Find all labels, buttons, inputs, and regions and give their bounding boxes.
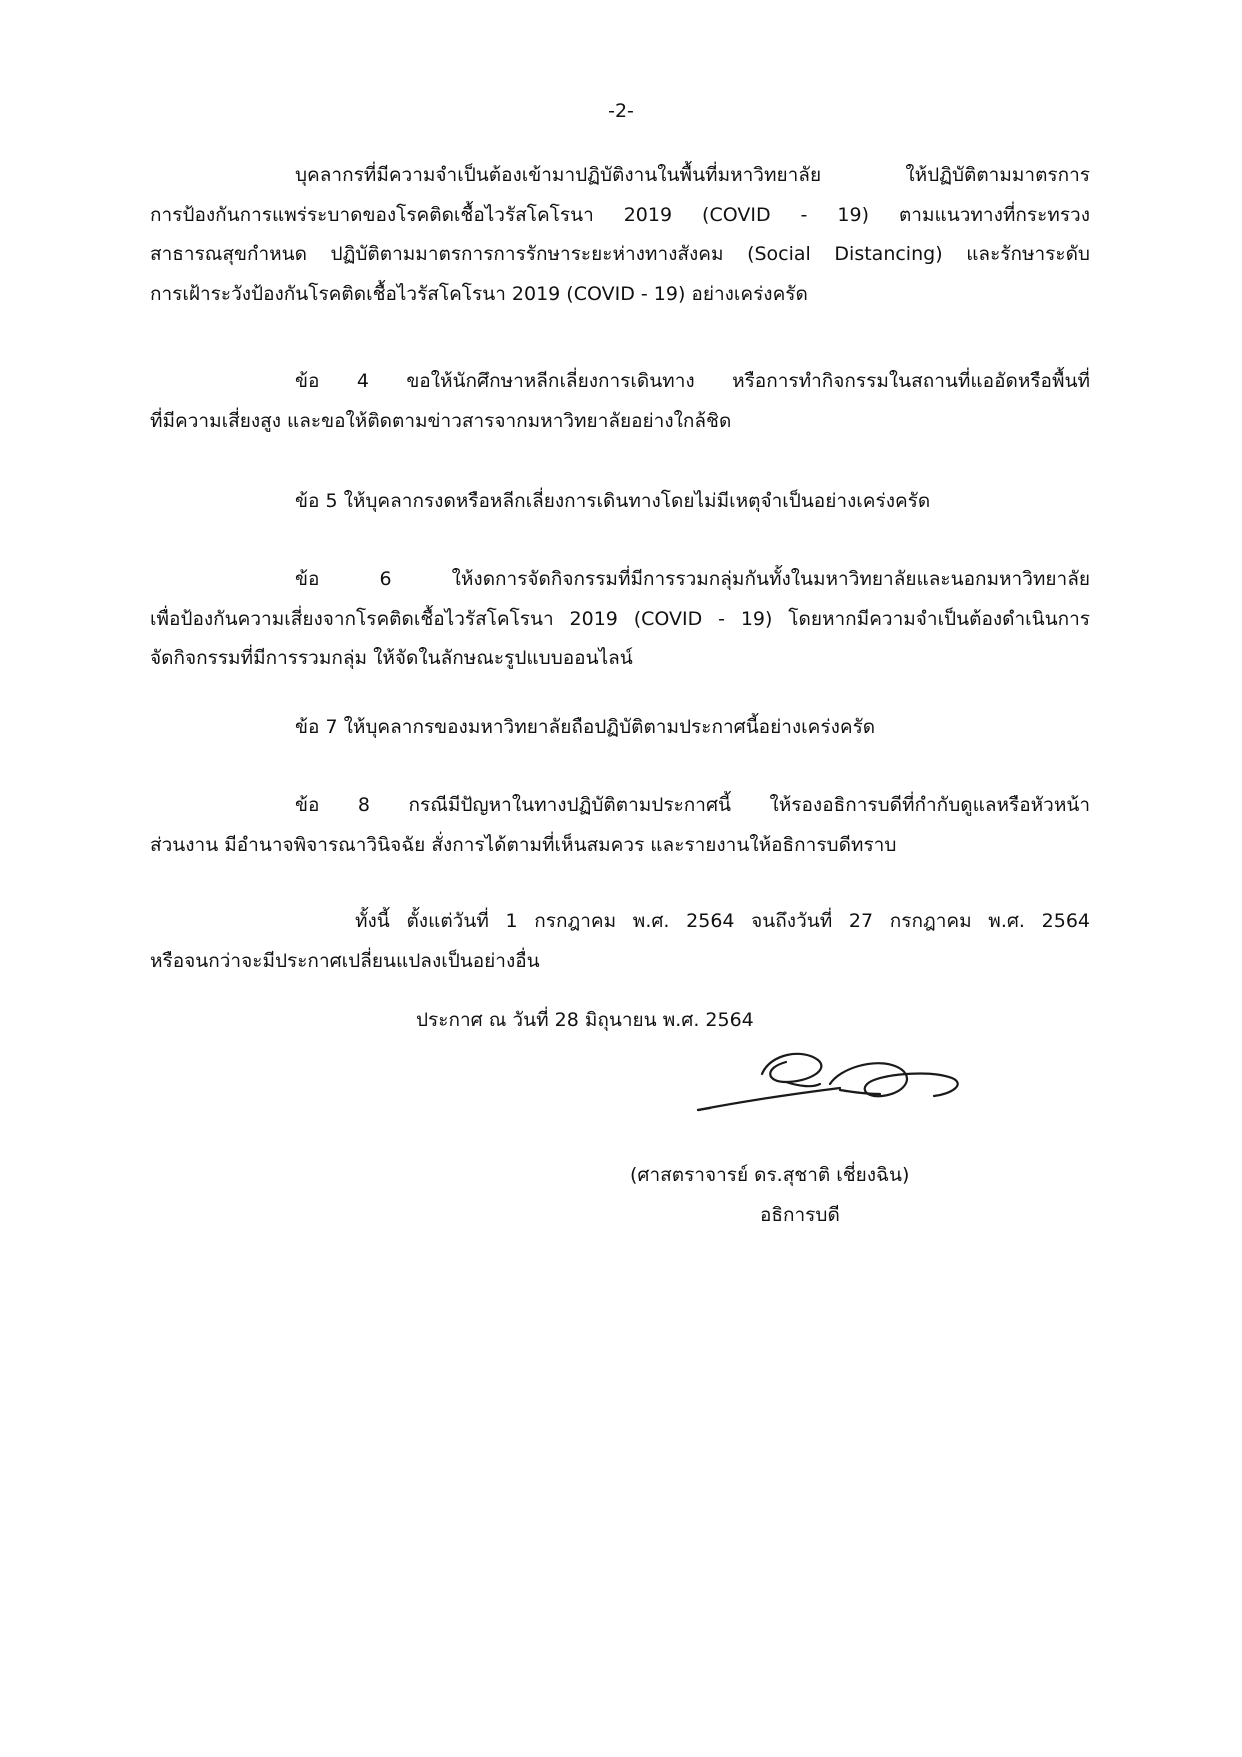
paragraph-line: การเฝ้าระวังป้องกันโรคติดเชื้อไวรัสโคโรนา 2019 (COVID - 19) อย่างเคร่งครัด — [150, 282, 808, 305]
clause-6 — [150, 560, 1090, 679]
signer-title: อธิการบดี — [760, 1204, 840, 1226]
paragraph-line: สาธารณสุขกำหนด ปฏิบัติตามมาตรการการรักษาระยะห่างทางสังคม (Social Distancing) และรักษาระดับ — [150, 243, 1090, 265]
paragraph-line: จัดกิจกรรมที่มีการรวมกลุ่ม ให้จัดในลักษณะรูปแบบออนไลน์ — [150, 647, 633, 669]
paragraph-line: ข้อ 8 กรณีมีปัญหาในทางปฏิบัติตามประกาศนี้ ให้รองอธิการบดีที่กำกับดูแลหรือหัวหน้า — [295, 794, 1090, 816]
paragraph-line: หรือจนกว่าจะมีประกาศเปลี่ยนแปลงเป็นอย่างอื่น — [150, 949, 540, 972]
clause-4 — [150, 362, 1090, 441]
paragraph-personnel-measures — [150, 156, 1090, 314]
signature-image — [690, 1038, 970, 1118]
clause-8 — [150, 786, 1090, 865]
paragraph-line: บุคลากรที่มีความจำเป็นต้องเข้ามาปฏิบัติงานในพื้นที่มหาวิทยาลัย ให้ปฏิบัติตามมาตรการ — [295, 164, 1090, 186]
paragraph-line: การป้องกันการแพร่ระบาดของโรคติดเชื้อไวรัสโคโรนา 2019 (COVID - 19) ตามแนวทางที่กระทรวง — [150, 203, 1090, 226]
announcement-date: ประกาศ ณ วันที่ 28 มิถุนายน พ.ศ. 2564 — [416, 1009, 754, 1031]
paragraph-line: ข้อ 5 ให้บุคลากรงดหรือหลีกเลี่ยงการเดินทางโดยไม่มีเหตุจำเป็นอย่างเคร่งครัด — [295, 490, 931, 512]
paragraph-line: ทั้งนี้ ตั้งแต่วันที่ 1 กรกฎาคม พ.ศ. 2564 จนถึงวันที่ 27 กรกฎาคม พ.ศ. 2564 — [355, 910, 1090, 932]
clause-5 — [150, 482, 1090, 522]
effective-period — [150, 902, 1090, 981]
paragraph-line: ส่วนงาน มีอำนาจพิจารณาวินิจฉัย สั่งการได้ตามที่เห็นสมควร และรายงานให้อธิการบดีทราบ — [150, 833, 897, 856]
paragraph-line: ที่มีความเสี่ยงสูง และขอให้ติดตามข่าวสารจากมหาวิทยาลัยอย่างใกล้ชิด — [150, 409, 732, 432]
clause-7 — [150, 708, 1090, 748]
paragraph-line: ข้อ 4 ขอให้นักศึกษาหลีกเลี่ยงการเดินทาง หรือการทำกิจกรรมในสถานที่แออัดหรือพื้นที่ — [295, 370, 1090, 392]
page-number: -2- — [608, 100, 634, 122]
paragraph-line: ข้อ 7 ให้บุคลากรของมหาวิทยาลัยถือปฏิบัติตามประกาศนี้อย่างเคร่งครัด — [295, 716, 876, 738]
signer-name: (ศาสตราจารย์ ดร.สุชาติ เชี่ยงฉิน) — [630, 1164, 910, 1186]
paragraph-line: เพื่อป้องกันความเสี่ยงจากโรคติดเชื้อไวรัสโคโรนา 2019 (COVID - 19) โดยหากมีความจำเป็นต้องดำเนินการ — [150, 607, 1090, 630]
paragraph-line: ข้อ 6 ให้งดการจัดกิจกรรมที่มีการรวมกลุ่มกันทั้งในมหาวิทยาลัยและนอกมหาวิทยาลัย — [295, 568, 1090, 590]
